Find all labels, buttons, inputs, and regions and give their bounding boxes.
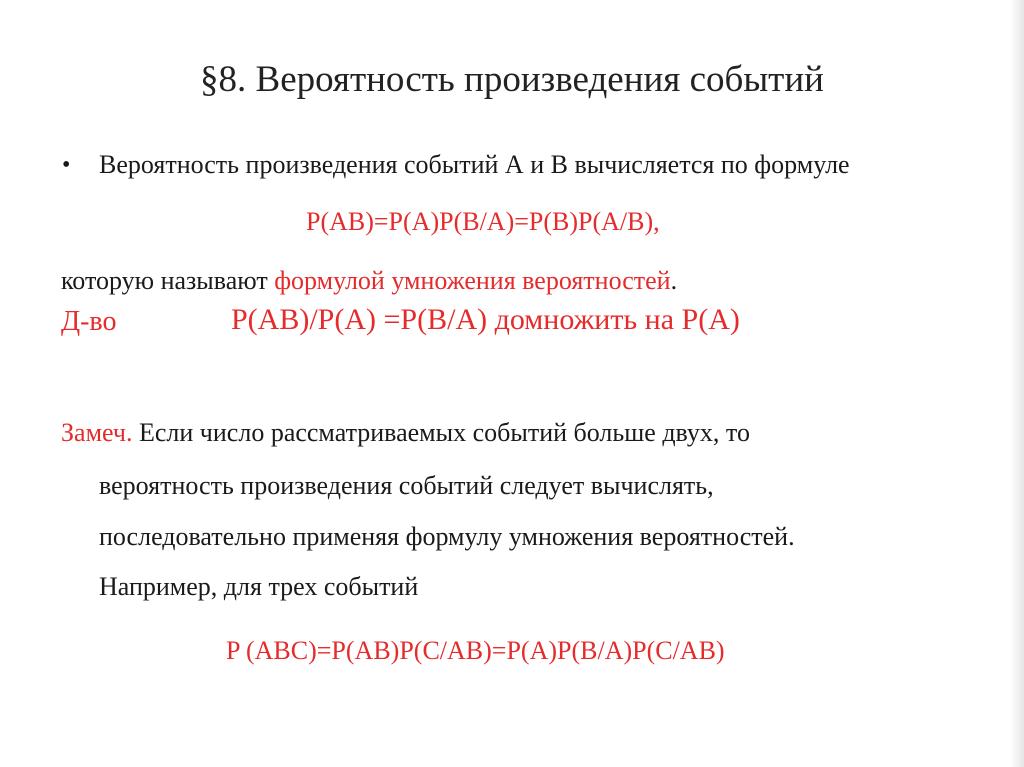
page-edge-shadow xyxy=(1010,0,1024,767)
slide-title: §8. Вероятность произведения событий xyxy=(200,59,824,100)
remark-line-4: Например, для трех событий xyxy=(99,572,419,601)
remark-line-3: последовательно применяя формулу умножения вероятностей. xyxy=(99,522,795,551)
three-events-formula: P (ABC)=P(AB)P(C/AB)=P(A)P(B/A)P(C/AB) xyxy=(226,636,725,665)
naming-suffix: . xyxy=(670,266,678,295)
remark-text-1: Если число рассматриваемых событий больше двух, то xyxy=(132,418,750,447)
main-formula: P(AB)=P(A)P(B/A)=P(B)P(A/B), xyxy=(306,207,660,236)
proof-formula: P(AB)/P(A) =P(B/A) домножить на P(A) xyxy=(231,303,740,336)
remark-line-2: вероятность произведения событий следует вычислять, xyxy=(99,471,714,500)
proof-label: Д-во xyxy=(61,306,117,337)
naming-prefix: которую называют xyxy=(61,266,275,295)
naming-term: формулой умножения вероятностей xyxy=(274,266,671,295)
remark-label: Замеч. xyxy=(61,418,133,447)
naming-line xyxy=(61,266,677,296)
remark-line-1 xyxy=(61,418,750,448)
bullet-marker: • xyxy=(62,152,71,178)
statement-text: Вероятность произведения событий А и В вычисляется по формуле xyxy=(99,150,850,179)
